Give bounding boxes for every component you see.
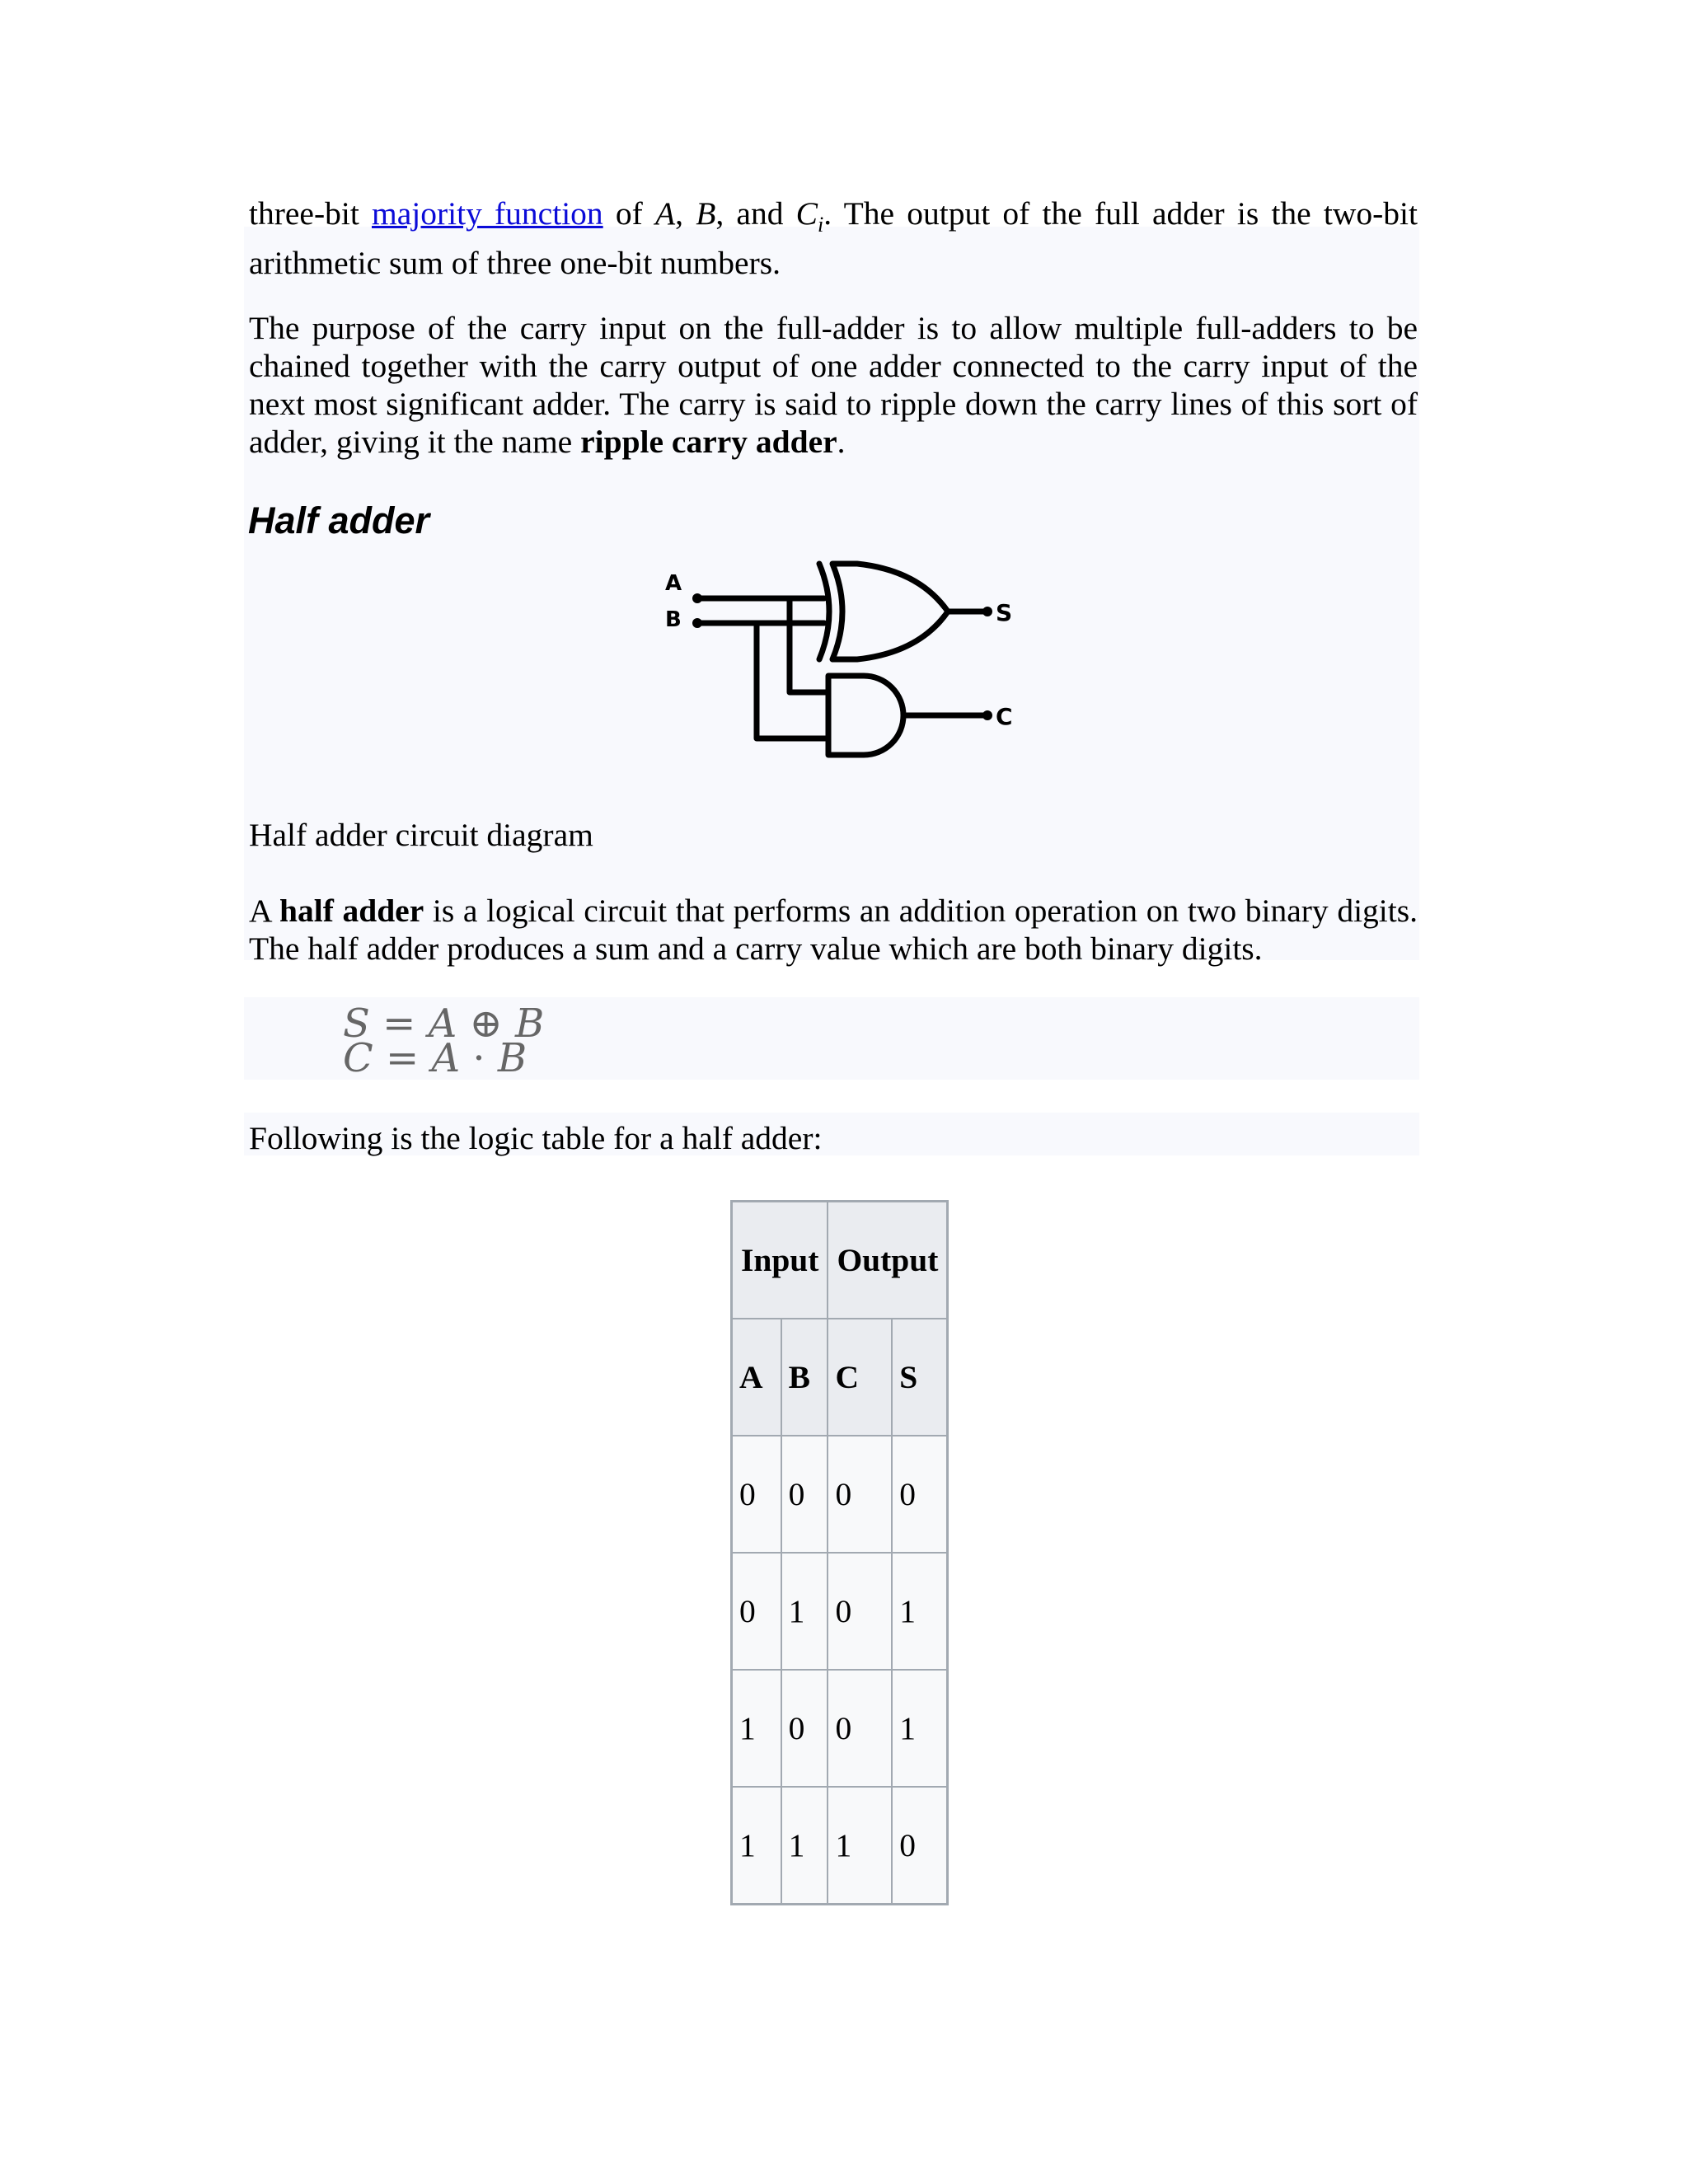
table-row <box>732 1787 948 1905</box>
table-cell: 1 <box>892 1553 948 1670</box>
table-cell: 0 <box>781 1436 828 1553</box>
formula-sum: S = A ⊕ B <box>343 1001 545 1047</box>
table-cell: 0 <box>732 1436 781 1553</box>
label-b: B <box>665 607 682 632</box>
half-adder-logic-table <box>730 1200 949 1905</box>
table-cell: 1 <box>781 1787 828 1905</box>
section-heading-half-adder: Half adder <box>248 499 430 541</box>
header-a: A <box>732 1319 781 1436</box>
table-cell: 1 <box>732 1787 781 1905</box>
label-s: S <box>996 599 1013 626</box>
half-adder-term: half adder <box>279 893 424 929</box>
terminal-c <box>982 710 992 720</box>
table-row <box>732 1670 948 1787</box>
majority-function-link[interactable]: majority function <box>372 195 603 232</box>
paragraph-ripple-carry: The purpose of the carry input on the full-adder is to allow multiple full-adders to be chained together with the carry output of one adder connected to the carry input of the next most significant adder. The carry is said to ripple down the carry lines of this sort of adder, giving it the name ripple carry adder. <box>249 310 1418 460</box>
label-a: A <box>665 571 682 596</box>
table-cell: 1 <box>892 1670 948 1787</box>
ripple-carry-adder-term: ripple carry adder <box>580 424 837 460</box>
table-cell: 1 <box>732 1670 781 1787</box>
table-cell: 0 <box>828 1436 892 1553</box>
half-adder-formula <box>343 1001 545 1081</box>
table-cell: 0 <box>781 1670 828 1787</box>
table-cell: 0 <box>828 1553 892 1670</box>
header-c: C <box>828 1319 892 1436</box>
table-group-header-row <box>732 1202 948 1319</box>
xor-gate <box>832 564 948 659</box>
and-gate <box>828 676 903 755</box>
label-c: C <box>996 703 1013 730</box>
table-row <box>732 1553 948 1670</box>
table-intro: Following is the logic table for a half adder: <box>249 1120 823 1156</box>
paragraph-half-adder-definition: A half adder is a logical circuit that performs an addition operation on two binary digits. The half adder produces a sum and a carry value which are both binary digits. <box>249 893 1418 967</box>
terminal-b <box>692 618 702 628</box>
formula-carry: C = A · B <box>343 1035 528 1081</box>
table-cell: 0 <box>732 1553 781 1670</box>
terminal-s <box>982 607 992 616</box>
paragraph-full-adder-output: three-bit majority function of A, B, and $C_i$. The output of the full adder is the two-bit arithmetic sum of three one-bit numbers. <box>249 195 1418 281</box>
header-b: B <box>781 1319 828 1436</box>
figure-caption: Half adder circuit diagram <box>249 817 593 853</box>
table-cell: 1 <box>828 1787 892 1905</box>
table-cell: 1 <box>781 1553 828 1670</box>
table-cell: 0 <box>892 1787 948 1905</box>
header-output: Output <box>828 1202 947 1319</box>
header-s: S <box>892 1319 948 1436</box>
table-column-header-row <box>732 1319 948 1436</box>
table-row <box>732 1436 948 1553</box>
half-adder-circuit-diagram <box>651 552 1030 783</box>
terminal-a <box>692 593 702 603</box>
xor-gate-back-curve <box>819 564 829 659</box>
header-input: Input <box>732 1202 828 1319</box>
table-cell: 0 <box>828 1670 892 1787</box>
table-cell: 0 <box>892 1436 948 1553</box>
